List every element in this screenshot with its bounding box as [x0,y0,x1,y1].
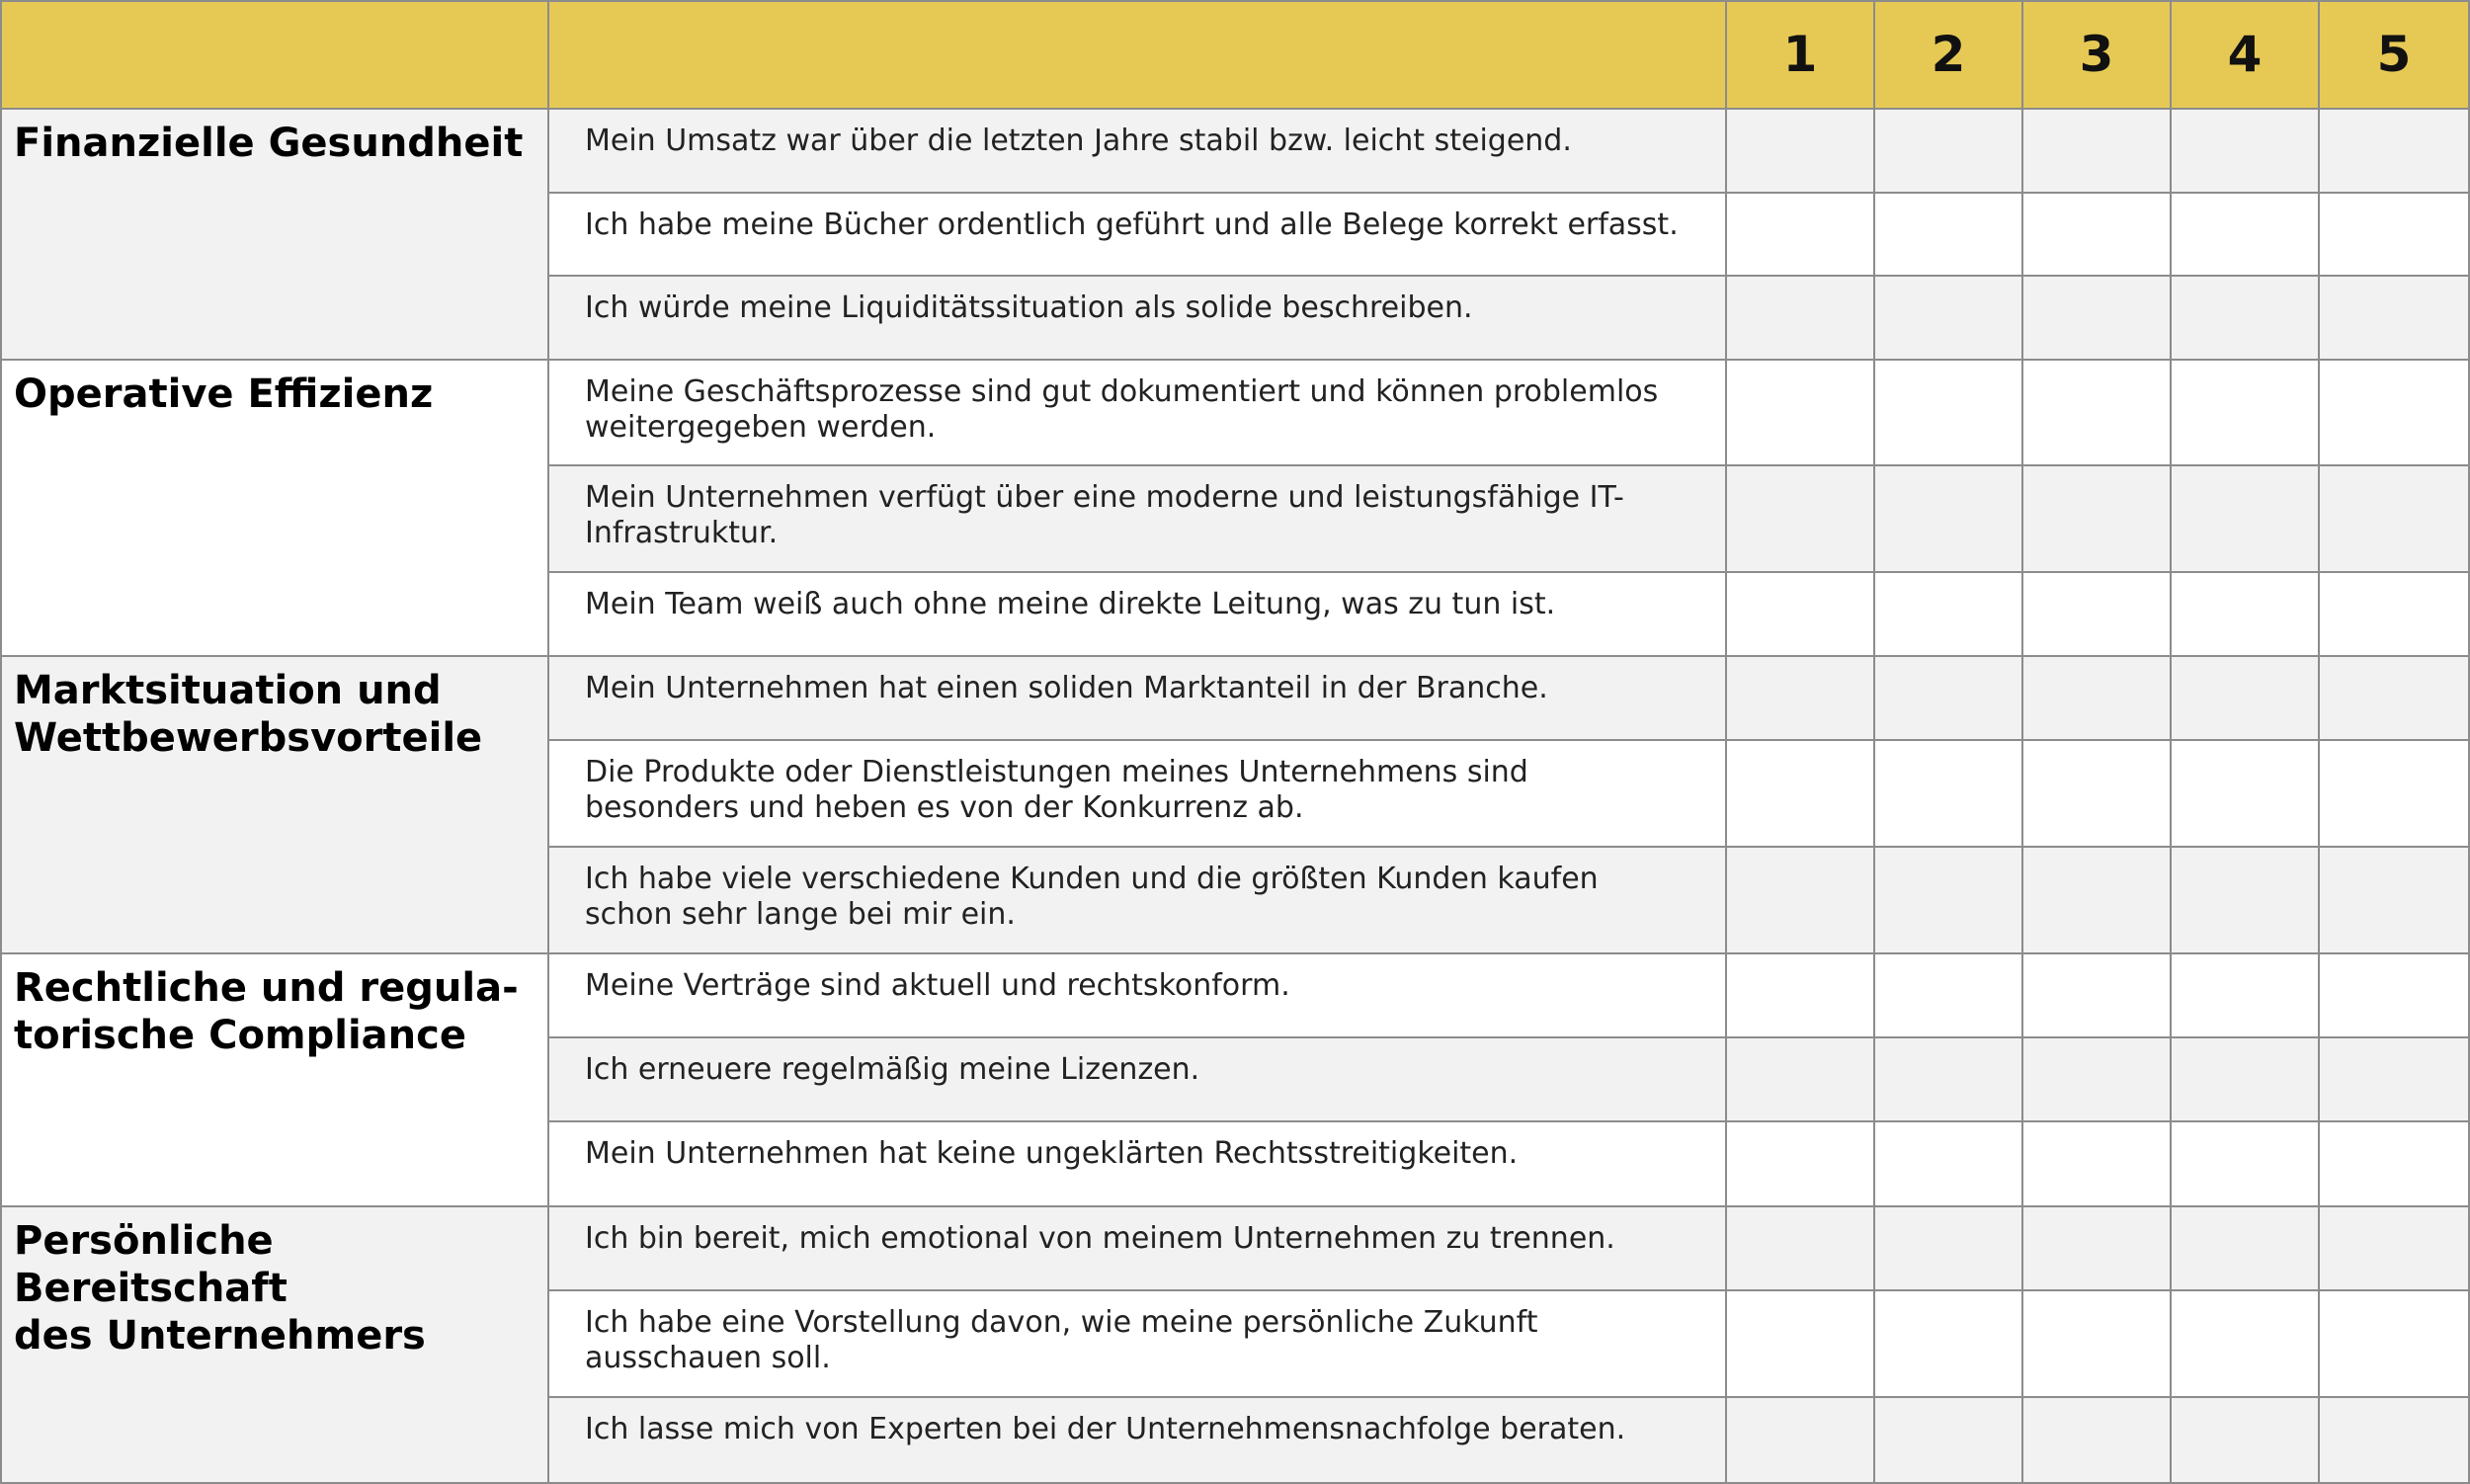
rating-cell-5[interactable] [2320,1207,2470,1291]
statement-text: Mein Umsatz war über die letzten Jahre stabil bzw. leicht steigend. [549,110,1727,194]
rating-cell-4[interactable] [2172,194,2320,277]
rating-cell-1[interactable] [1727,1207,1875,1291]
rating-cell-3[interactable] [2023,848,2172,954]
rating-cell-4[interactable] [2172,110,2320,194]
statement-text: Ich habe viele verschiedene Kunden und die größten Kunden kaufen schon sehr lange bei mir ein. [549,848,1727,954]
rating-cell-3[interactable] [2023,361,2172,466]
rating-cell-4[interactable] [2172,1038,2320,1122]
rating-cell-2[interactable] [1875,1038,2023,1122]
rating-cell-3[interactable] [2023,657,2172,741]
statement-text: Mein Unternehmen hat keine ungeklärten Rechtsstreitigkeiten. [549,1122,1727,1207]
header-scale-3: 3 [2023,0,2172,110]
rating-cell-3[interactable] [2023,1398,2172,1484]
rating-cell-2[interactable] [1875,110,2023,194]
statement-text: Meine Verträge sind aktuell und rechtskonform. [549,954,1727,1038]
rating-cell-4[interactable] [2172,657,2320,741]
rating-cell-5[interactable] [2320,1122,2470,1207]
statement-text: Mein Unternehmen verfügt über eine moderne und leistungsfähige IT-Infrastruktur. [549,466,1727,573]
rating-cell-1[interactable] [1727,110,1875,194]
category-title: Operative Effizienz [0,361,549,657]
rating-cell-3[interactable] [2023,277,2172,361]
rating-cell-1[interactable] [1727,1122,1875,1207]
rating-cell-5[interactable] [2320,741,2470,848]
rating-cell-4[interactable] [2172,848,2320,954]
statement-text: Ich lasse mich von Experten bei der Unternehmensnachfolge beraten. [549,1398,1727,1484]
statement-text: Die Produkte oder Dienstleistungen meines Unternehmens sind besonders und heben es von der Konkurrenz ab. [549,741,1727,848]
rating-cell-1[interactable] [1727,1398,1875,1484]
rating-cell-3[interactable] [2023,194,2172,277]
statement-text: Ich habe meine Bücher ordentlich geführt und alle Belege korrekt erfasst. [549,194,1727,277]
statement-text: Ich erneuere regelmäßig meine Lizenzen. [549,1038,1727,1122]
rating-cell-2[interactable] [1875,1207,2023,1291]
rating-cell-3[interactable] [2023,1038,2172,1122]
rating-cell-1[interactable] [1727,741,1875,848]
statement-text: Ich habe eine Vorstellung davon, wie meine persönliche Zukunft ausschauen soll. [549,1291,1727,1398]
rating-cell-3[interactable] [2023,1122,2172,1207]
header-scale-1: 1 [1727,0,1875,110]
header-scale-4: 4 [2172,0,2320,110]
rating-cell-4[interactable] [2172,361,2320,466]
rating-cell-2[interactable] [1875,848,2023,954]
rating-cell-2[interactable] [1875,573,2023,657]
rating-cell-5[interactable] [2320,361,2470,466]
rating-cell-4[interactable] [2172,1207,2320,1291]
rating-cell-5[interactable] [2320,573,2470,657]
rating-cell-5[interactable] [2320,657,2470,741]
rating-cell-3[interactable] [2023,573,2172,657]
rating-cell-2[interactable] [1875,466,2023,573]
rating-cell-4[interactable] [2172,573,2320,657]
header-statement-cell [549,0,1727,110]
rating-cell-5[interactable] [2320,277,2470,361]
rating-cell-5[interactable] [2320,466,2470,573]
rating-cell-4[interactable] [2172,277,2320,361]
statement-text: Mein Unternehmen hat einen soliden Marktanteil in der Branche. [549,657,1727,741]
statement-text: Mein Team weiß auch ohne meine direkte Leitung, was zu tun ist. [549,573,1727,657]
header-scale-5: 5 [2320,0,2470,110]
category-title: Marktsituation und Wettbewerbsvorteile [0,657,549,954]
rating-cell-2[interactable] [1875,361,2023,466]
statement-text: Ich bin bereit, mich emotional von meinem Unternehmen zu trennen. [549,1207,1727,1291]
rating-cell-1[interactable] [1727,466,1875,573]
statement-text: Meine Geschäftsprozesse sind gut dokumentiert und können problemlos weitergegeben werden. [549,361,1727,466]
rating-cell-2[interactable] [1875,741,2023,848]
rating-cell-5[interactable] [2320,110,2470,194]
statement-text: Ich würde meine Liquiditätssituation als solide beschreiben. [549,277,1727,361]
rating-cell-2[interactable] [1875,277,2023,361]
rating-cell-1[interactable] [1727,1291,1875,1398]
rating-cell-2[interactable] [1875,954,2023,1038]
rating-cell-5[interactable] [2320,1398,2470,1484]
rating-cell-3[interactable] [2023,741,2172,848]
rating-cell-5[interactable] [2320,1291,2470,1398]
rating-cell-4[interactable] [2172,1291,2320,1398]
rating-cell-2[interactable] [1875,194,2023,277]
rating-cell-5[interactable] [2320,848,2470,954]
rating-cell-2[interactable] [1875,657,2023,741]
rating-cell-1[interactable] [1727,657,1875,741]
rating-cell-3[interactable] [2023,1207,2172,1291]
rating-cell-5[interactable] [2320,1038,2470,1122]
rating-cell-4[interactable] [2172,1122,2320,1207]
rating-cell-1[interactable] [1727,573,1875,657]
rating-cell-5[interactable] [2320,954,2470,1038]
rating-cell-5[interactable] [2320,194,2470,277]
rating-cell-1[interactable] [1727,277,1875,361]
rating-cell-4[interactable] [2172,954,2320,1038]
rating-cell-1[interactable] [1727,361,1875,466]
category-title: Rechtliche und regula- torische Compliance [0,954,549,1207]
rating-cell-3[interactable] [2023,954,2172,1038]
rating-cell-1[interactable] [1727,194,1875,277]
header-scale-2: 2 [1875,0,2023,110]
rating-cell-1[interactable] [1727,954,1875,1038]
category-title: Persönliche Bereitschaft des Unternehmers [0,1207,549,1484]
rating-cell-1[interactable] [1727,1038,1875,1122]
category-title: Finanzielle Gesundheit [0,110,549,361]
rating-cell-4[interactable] [2172,466,2320,573]
rating-cell-3[interactable] [2023,1291,2172,1398]
rating-cell-2[interactable] [1875,1291,2023,1398]
rating-cell-3[interactable] [2023,110,2172,194]
rating-cell-4[interactable] [2172,1398,2320,1484]
rating-cell-2[interactable] [1875,1398,2023,1484]
rating-cell-3[interactable] [2023,466,2172,573]
header-category-cell [0,0,549,110]
rating-cell-4[interactable] [2172,741,2320,848]
rating-cell-2[interactable] [1875,1122,2023,1207]
rating-cell-1[interactable] [1727,848,1875,954]
